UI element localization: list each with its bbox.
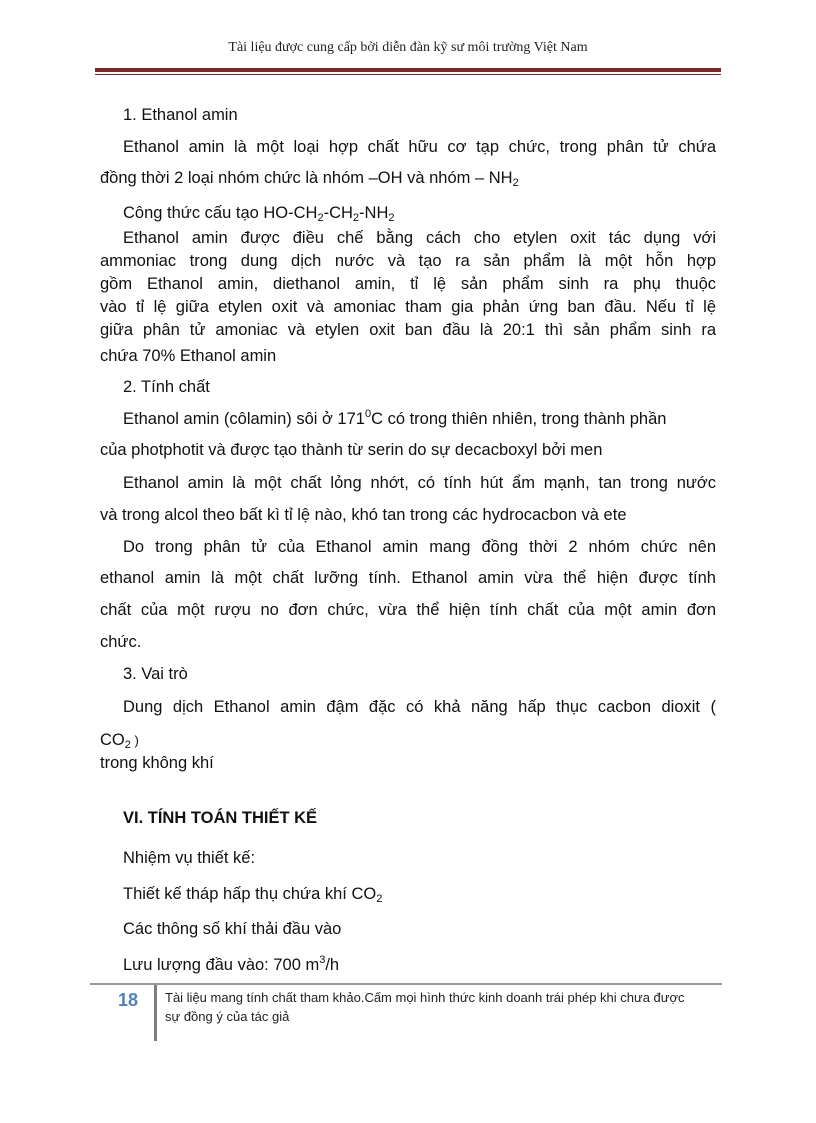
footer-rule xyxy=(90,983,722,985)
paragraph-line: Dung dịch Ethanol amin đậm đặc có khả năng hấp thục cacbon dioxit ( xyxy=(123,698,716,716)
section-heading-tinh-chat: 2. Tính chất xyxy=(123,378,210,396)
paragraph-line: đồng thời 2 loại nhóm chức là nhóm –OH và nhóm – $NH_2$ xyxy=(100,169,519,189)
section-heading-tinh-toan-thiet-ke: VI. TÍNH TOÁN THIẾT KẾ xyxy=(123,809,318,827)
paragraph-line: Các thông số khí thải đầu vào xyxy=(123,920,342,938)
paragraph-line: Do trong phân tử của Ethanol amin mang đồng thời 2 nhóm chức nên xyxy=(123,538,716,556)
paragraph-line: trong không khí xyxy=(100,754,214,772)
footer-divider xyxy=(154,985,157,1041)
paragraph-line: Nhiệm vụ thiết kế: xyxy=(123,849,256,867)
paragraph-line: Ethanol amin (côlamin) sôi ở $171^0C$ có trong thiên nhiên, trong thành phần xyxy=(123,408,667,428)
header-rule xyxy=(95,68,721,72)
footer-line-1: Tài liệu mang tính chất tham khảo.Cấm mọi hình thức kinh doanh trái phép khi chưa được xyxy=(165,990,685,1005)
paragraph-line: ammoniac trong dung dịch nước và tạo ra sản phẩm là một hỗn hợp xyxy=(100,252,716,270)
paragraph-line: chứa 70% Ethanol amin xyxy=(100,347,277,365)
paragraph-line: Ethanol amin được điều chế bằng cách cho etylen oxit tác dụng với xyxy=(123,229,716,247)
footer-disclaimer xyxy=(165,988,735,1026)
page-number: 18 xyxy=(118,990,139,1010)
paragraph-line: Lưu lượng đầu vào: 700 $m^3/h$ xyxy=(123,954,340,974)
paragraph-line: vào tỉ lệ giữa etylen oxit và amoniac tham gia phản ứng ban đầu. Nếu tỉ lệ xyxy=(100,298,716,316)
section-heading-vai-tro: 3. Vai trò xyxy=(123,665,188,683)
paragraph-line: và trong alcol theo bất kì tỉ lệ nào, khó tan trong các hydrocacbon và ete xyxy=(100,506,627,524)
section-heading-ethanol-amin: 1. Ethanol amin xyxy=(123,106,238,124)
page-header: Tài liệu được cung cấp bởi diễn đàn kỹ sư môi trường Việt Nam xyxy=(228,40,588,55)
structural-formula: Công thức cấu tạo $HO-CH_2-CH_2-NH_2$ xyxy=(123,204,395,224)
paragraph-line: ethanol amin là một chất lưỡng tính. Ethanol amin vừa thể hiện được tính xyxy=(100,569,716,587)
paragraph-line: của photphotit và được tạo thành từ serin do sự decacboxyl bởi men xyxy=(100,441,603,459)
paragraph-line: gồm Ethanol amin, diethanol amin, tỉ lệ sản phẩm sinh ra phụ thuộc xyxy=(100,275,716,293)
header-rule-thin xyxy=(95,74,721,75)
paragraph-line: chức. xyxy=(100,633,142,651)
co2-formula: $CO_2$ ) xyxy=(100,731,139,751)
paragraph-line: chất của một rượu no đơn chức, vừa thể hiện tính chất của một amin đơn xyxy=(100,601,716,619)
paragraph-line: giữa phân tử amoniac và etylen oxit ban đầu là 20:1 thì sản phẩm sinh ra xyxy=(100,321,716,339)
paragraph-line: Thiết kế tháp hấp thụ chứa khí $CO_2$ xyxy=(123,885,383,905)
paragraph-line: Ethanol amin là một chất lỏng nhớt, có tính hút ẩm mạnh, tan trong nước xyxy=(123,474,716,492)
paragraph-line: Ethanol amin là một loại hợp chất hữu cơ tạp chức, trong phân tử chứa xyxy=(123,138,716,156)
footer-line-2: sự đồng ý của tác giả xyxy=(165,1009,290,1024)
